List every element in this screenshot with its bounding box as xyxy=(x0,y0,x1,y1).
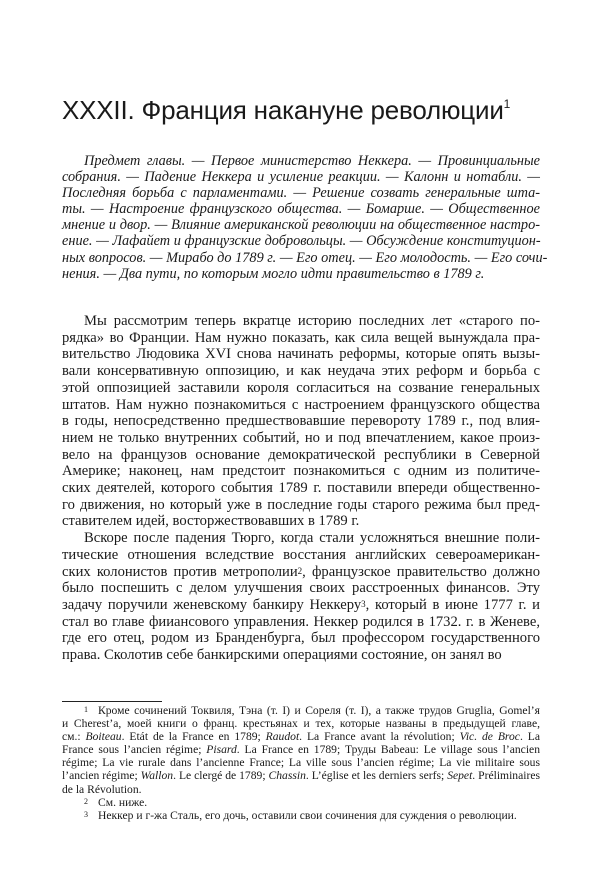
text-run: de la Révolution. xyxy=(62,782,142,796)
text-line xyxy=(62,447,540,464)
text-line xyxy=(62,153,540,169)
text-line xyxy=(62,397,540,414)
text-line xyxy=(62,647,540,664)
author-name: Chassin xyxy=(268,769,306,783)
footnote-line xyxy=(62,730,540,743)
text-run: и Cherest’a, моей книги о франц. крестьянах и тех, которые названы в предыдущей главе, xyxy=(62,717,540,731)
text-run: Предмет главы. — Первое министерство Неккера. — Провинциальные xyxy=(84,153,540,169)
text-run: . Le clergé de 1789; xyxy=(173,769,269,783)
footnote-marker: 2 xyxy=(84,796,88,806)
text-line xyxy=(62,413,540,430)
author-name: Wallon xyxy=(140,769,174,783)
text-run: Вскоре после падения Тюрго, когда стали усложняться внешние поли- xyxy=(84,530,540,547)
text-line xyxy=(62,233,540,249)
author-name: Boiteau xyxy=(85,730,122,744)
text-run: нием не только внутренних событий, но и под впечатлением, какое произ- xyxy=(62,429,540,446)
text-run: Последняя борьба с парламентами. — Решение созвать генеральные шта- xyxy=(62,185,540,202)
text-run: задачу поручили женевскому банкиру Неккеру xyxy=(62,596,362,613)
text-line xyxy=(62,330,540,347)
text-run: , который в июне 1777 г. и xyxy=(365,596,540,613)
text-run: стал во главе фииансового управления. Неккер родился в 1732. г. в Женеве, xyxy=(62,613,540,630)
text-run: в годы, непосредственно предшествовавшие перевороту 1789 г., под влия- xyxy=(62,413,540,430)
text-line xyxy=(62,497,540,514)
text-line xyxy=(62,430,540,447)
text-run: собрания. — Падение Неккера и усиление реакции. — Калонн и нотабли. — xyxy=(62,169,540,186)
footnote-line xyxy=(62,756,540,769)
footnote-line xyxy=(62,796,540,809)
text-line xyxy=(62,346,540,363)
text-run: régime; La vie rurale dans l’ancienne France; La ville sous l’ancien régime; La vie militaire sous xyxy=(62,756,540,770)
text-line xyxy=(62,313,540,330)
footnotes xyxy=(62,704,540,822)
chapter-summary xyxy=(62,153,548,282)
footnote-divider xyxy=(62,701,162,702)
author-name: Raudot xyxy=(265,730,300,744)
text-line xyxy=(62,480,540,497)
text-line xyxy=(62,266,540,282)
text-run: l’ancien régime; xyxy=(62,769,141,783)
chapter-title xyxy=(62,95,510,126)
footnote-line xyxy=(62,743,540,756)
text-line xyxy=(62,614,540,631)
text-run: Кроме сочинений Токвиля, Тэна (т. I) и Сореля (т. I), а также трудов Gruglia, Gomel’я xyxy=(98,704,540,717)
text-line xyxy=(62,580,540,597)
footnote-line xyxy=(62,704,540,717)
text-run: Мы рассмотрим теперь вкратце историю последних лет «старого по- xyxy=(84,313,540,329)
text-run: права. Сколотив себе банкирскими операциями состояние, он занял во xyxy=(62,647,502,664)
text-run: нения. — Два пути, по которым могло идти правительство в 1789 г. xyxy=(62,265,485,282)
text-line xyxy=(62,513,540,530)
text-line xyxy=(62,597,540,614)
text-line xyxy=(62,201,540,217)
author-name: Vic. de Broc xyxy=(459,730,520,744)
text-run: штатов. Нам нужно познакомиться с настроением французского общества xyxy=(62,396,540,413)
text-run: France sous l’ancien régime; xyxy=(62,743,207,757)
text-run: . La France en 1789; Труды Babeau: Le village sous l’ancien xyxy=(236,743,540,757)
text-run: ты. — Настроение французского общества. — Бомарше. — Общественное xyxy=(62,201,540,218)
footnote-marker: 3 xyxy=(84,809,88,819)
text-line xyxy=(62,547,540,564)
footnote-marker: 1 xyxy=(84,705,88,714)
text-run: Неккер и г-жа Сталь, его дочь, оставили свои сочинения для суждения о революции. xyxy=(98,808,517,822)
text-run: тические отношения вследствие восстания английских североамерикан- xyxy=(62,546,540,563)
text-run: . Etát de la France en 1789; xyxy=(121,730,266,744)
text-run: вали консервативную оппозицию, и как неудача этих реформ и борьба с xyxy=(62,363,540,380)
text-run: , французское правительство должно xyxy=(302,563,540,580)
text-run: . Préliminaires xyxy=(472,769,540,783)
text-run: ение. — Лафайет и французские добровольцы. — Обсуждение конституцион- xyxy=(62,233,541,250)
text-run: го движения, но который уже в последние годы старого режима был пред- xyxy=(62,496,540,513)
text-run: . La xyxy=(519,730,540,744)
text-line xyxy=(62,463,540,480)
text-line xyxy=(62,217,540,233)
text-run: рядка» во Франции. Нам нужно показать, как сила вещей вынуждала пра- xyxy=(62,329,540,346)
footnote-ref: 1 xyxy=(503,97,511,112)
text-run: где его отец, родом из Бранденбурга, был профессором государственного xyxy=(62,630,540,647)
text-run: ных вопросов. — Мирабо до 1789 г. — Его отец. — Его молодость. — Его сочи- xyxy=(62,249,548,266)
text-line xyxy=(62,185,540,201)
text-run: См. ниже. xyxy=(98,795,148,809)
text-run: . La France avant la révolution; xyxy=(299,730,460,744)
footnote-line xyxy=(62,717,540,730)
text-line xyxy=(62,564,540,581)
text-run: ских деятелей, которого события 1789 г. поставили впереди общественно- xyxy=(62,480,540,497)
text-run: ставителем идей, восторжествовавших в 1789 г. xyxy=(62,513,360,530)
text-line xyxy=(62,630,540,647)
text-run: было поспешить с делом улучшения своих расстроенных финансов. Эту xyxy=(62,580,540,597)
text-line xyxy=(62,380,540,397)
text-run: мнение и двор. — Влияние американской революции на общественное настро- xyxy=(62,217,540,234)
text-run: Америке; наконец, нам предстоит познакомиться с одним из политиче- xyxy=(62,463,540,480)
text-line xyxy=(62,169,540,185)
footnote-line xyxy=(62,769,540,782)
author-name: Sepet xyxy=(447,769,473,783)
footnote-marker: 3 xyxy=(361,598,366,609)
footnote-line xyxy=(62,783,540,796)
text-run: вело на французов основание демократической республики в Северной xyxy=(62,446,540,463)
chapter-title-text: XXXII. Франция накануне революции xyxy=(62,95,504,126)
footnote-marker: 2 xyxy=(297,565,303,576)
text-run: см.: xyxy=(62,730,86,744)
text-line xyxy=(62,530,540,547)
text-run: вительство Людовика XVI снова начинать реформы, которые опять вызы- xyxy=(62,346,540,363)
footnote-line xyxy=(62,809,540,822)
body-text xyxy=(62,313,540,664)
author-name: Pisard xyxy=(206,743,237,757)
text-line xyxy=(62,249,548,266)
text-line xyxy=(62,363,540,380)
text-run: . L’église et les derniers serfs; xyxy=(305,769,448,783)
text-run: ских колонистов против метрополии xyxy=(62,563,298,580)
text-run: этой оппозицией заставили короля согласиться на созвание генеральных xyxy=(62,379,540,396)
